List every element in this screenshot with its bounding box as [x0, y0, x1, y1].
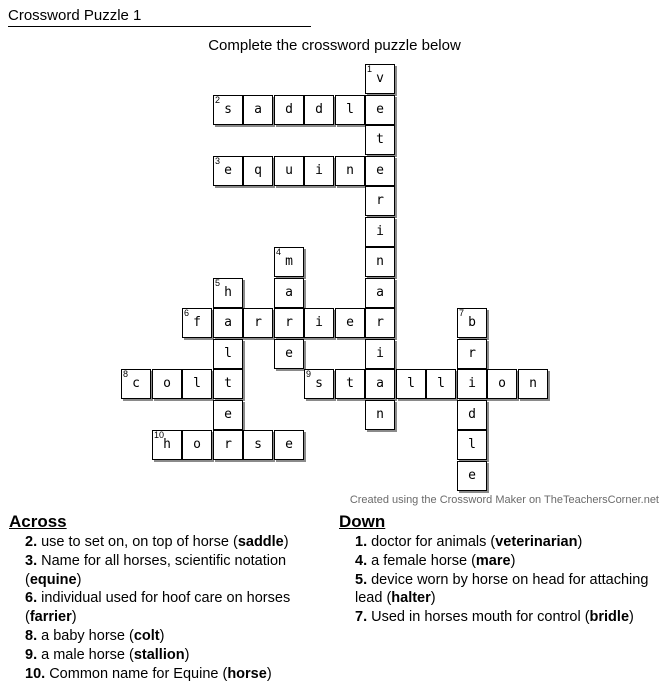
cell-letter: n — [529, 376, 537, 391]
grid-cell[interactable] — [457, 400, 487, 430]
clue-number: 4. — [355, 552, 368, 569]
across-clue: 3. Name for all horses, scientific notation (equine) — [25, 552, 287, 588]
grid-cell[interactable] — [274, 156, 304, 186]
grid-cell[interactable] — [457, 308, 487, 338]
cell-letter: u — [285, 163, 293, 178]
cell-letter: i — [376, 224, 384, 239]
cell-letter: l — [407, 376, 415, 391]
cell-letter: r — [285, 315, 293, 330]
cell-letter: e — [285, 346, 293, 361]
grid-cell[interactable] — [213, 308, 243, 338]
cell-letter: n — [376, 407, 384, 422]
grid-cell[interactable] — [365, 247, 395, 277]
clue-number: 7. — [355, 609, 368, 626]
grid-cell[interactable] — [213, 400, 243, 430]
grid-cell[interactable] — [335, 95, 365, 125]
cell-letter: o — [193, 437, 201, 452]
cell-letter: l — [193, 376, 201, 391]
across-clue-list — [9, 533, 324, 683]
clue-number: 6. — [25, 590, 38, 607]
clue-number: 5. — [355, 571, 368, 588]
cell-letter: b — [468, 315, 476, 330]
cell-letter: v — [376, 71, 384, 86]
grid-cell[interactable] — [243, 430, 273, 460]
down-clue-list — [339, 533, 665, 627]
grid-cell[interactable] — [213, 369, 243, 399]
cell-letter: n — [376, 254, 384, 269]
grid-cell[interactable] — [213, 430, 243, 460]
credit-line: Created using the Crossword Maker on TheTeachersCorner.net — [349, 494, 659, 506]
grid-cell[interactable] — [182, 430, 212, 460]
cell-letter: n — [346, 163, 354, 178]
cell-letter: s — [254, 437, 262, 452]
cell-letter: d — [315, 102, 323, 117]
cell-number: 10 — [154, 430, 165, 440]
clue-text: Common name for Equine ( — [45, 665, 228, 682]
clue-answer: horse — [227, 665, 267, 682]
clue-text: device worn by horse on head for attaching lead ( — [355, 571, 649, 607]
grid-cell[interactable] — [213, 95, 243, 125]
grid-cell[interactable] — [365, 308, 395, 338]
cell-letter: i — [468, 376, 476, 391]
grid-cell[interactable] — [487, 369, 517, 399]
cell-letter: l — [224, 346, 232, 361]
cell-letter: t — [346, 376, 354, 391]
cell-letter: o — [498, 376, 506, 391]
across-clues — [9, 512, 324, 683]
cell-letter: f — [193, 315, 201, 330]
cell-number: 6 — [184, 308, 190, 318]
clue-text: individual used for hoof care on horses ( — [25, 590, 291, 626]
cell-number: 5 — [215, 278, 221, 288]
cell-letter: q — [254, 163, 262, 178]
grid-cell[interactable] — [182, 369, 212, 399]
cell-number: 1 — [367, 64, 373, 74]
grid-cell[interactable] — [304, 95, 334, 125]
grid-cell[interactable] — [365, 339, 395, 369]
clue-text: Name for all horses, scientific notation ( — [25, 552, 287, 588]
cell-letter: r — [468, 346, 476, 361]
clue-number: 1. — [355, 534, 368, 550]
across-clue: 9. a male horse (stallion) — [25, 646, 190, 663]
cell-letter: c — [132, 376, 140, 391]
grid-cell[interactable] — [121, 369, 151, 399]
down-clue: 7. Used in horses mouth for control (bridle) — [355, 609, 634, 626]
grid-cell[interactable] — [274, 308, 304, 338]
down-clues — [339, 512, 665, 627]
cell-letter: e — [376, 102, 384, 117]
clue-number: 3. — [25, 552, 38, 569]
across-clue: 10. Common name for Equine (horse) — [25, 665, 272, 682]
grid-cell[interactable] — [365, 156, 395, 186]
cell-letter: d — [285, 102, 293, 117]
puzzle-subtitle: Complete the crossword puzzle below — [208, 37, 461, 54]
clue-answer: saddle — [237, 534, 284, 550]
grid-cell[interactable] — [213, 339, 243, 369]
across-clue: 8. a baby horse (colt) — [25, 627, 165, 644]
grid-cell[interactable] — [457, 369, 487, 399]
cell-letter: a — [224, 315, 232, 330]
grid-cell[interactable] — [152, 369, 182, 399]
cell-number: 2 — [215, 95, 221, 105]
cell-letter: h — [224, 285, 232, 300]
grid-cell[interactable] — [365, 125, 395, 155]
clue-text: use to set on, on top of horse ( — [37, 534, 238, 550]
clue-answer: stallion — [133, 646, 185, 663]
grid-cell[interactable] — [365, 400, 395, 430]
clue-answer: equine — [29, 571, 77, 588]
clue-text: a female horse ( — [367, 552, 476, 569]
clue-number: 8. — [25, 627, 38, 644]
cell-letter: i — [315, 315, 323, 330]
cell-letter: e — [346, 315, 354, 330]
down-clue: 4. a female horse (mare) — [355, 552, 516, 569]
grid-cell[interactable] — [457, 461, 487, 491]
clue-number: 9. — [25, 646, 38, 663]
grid-cell[interactable] — [365, 95, 395, 125]
clue-answer: colt — [133, 627, 160, 644]
cell-letter: h — [163, 437, 171, 452]
grid-cell[interactable] — [243, 308, 273, 338]
cell-letter: r — [254, 315, 262, 330]
grid-cell[interactable] — [457, 430, 487, 460]
clue-number: 10. — [25, 665, 46, 682]
cell-number: 4 — [276, 247, 282, 257]
cell-letter: t — [376, 132, 384, 147]
cell-letter: e — [224, 407, 232, 422]
clue-text: a male horse ( — [37, 646, 134, 663]
grid-cell[interactable] — [152, 430, 182, 460]
cell-number: 7 — [459, 308, 465, 318]
down-clue: 5. device worn by horse on head for attaching lead (halter) — [355, 571, 649, 607]
grid-cell[interactable] — [365, 217, 395, 247]
grid-cell[interactable] — [274, 247, 304, 277]
clue-answer: bridle — [589, 609, 630, 626]
grid-cell[interactable] — [304, 156, 334, 186]
grid-cell[interactable] — [274, 430, 304, 460]
cell-letter: i — [315, 163, 323, 178]
grid-cell[interactable] — [274, 278, 304, 308]
grid-cell[interactable] — [426, 369, 456, 399]
cell-letter: a — [376, 285, 384, 300]
cell-letter: l — [346, 102, 354, 117]
cell-letter: e — [224, 163, 232, 178]
grid-cell[interactable] — [365, 278, 395, 308]
cell-letter: r — [376, 315, 384, 330]
cell-letter: a — [254, 102, 262, 117]
grid-cell[interactable] — [335, 308, 365, 338]
clue-text: a baby horse ( — [37, 627, 134, 644]
clue-text: doctor for animals ( — [367, 534, 496, 550]
cell-letter: i — [376, 346, 384, 361]
cell-number: 3 — [215, 156, 221, 166]
cell-letter: s — [224, 102, 232, 117]
down-clue: 1. doctor for animals (veterinarian) — [355, 534, 583, 550]
down-heading: Down — [339, 512, 386, 531]
clue-text: Used in horses mouth for control ( — [367, 609, 590, 626]
cell-number: 9 — [306, 369, 312, 379]
grid-cell[interactable] — [274, 95, 304, 125]
puzzle-title: Crossword Puzzle 1 — [8, 7, 311, 27]
cell-letter: m — [285, 254, 293, 269]
across-heading: Across — [9, 512, 67, 531]
clue-answer: veterinarian — [495, 534, 578, 550]
grid-cell[interactable] — [365, 369, 395, 399]
cell-letter: e — [468, 468, 476, 483]
cell-letter: r — [376, 193, 384, 208]
grid-cell[interactable] — [213, 278, 243, 308]
grid-cell[interactable] — [304, 369, 334, 399]
grid-cell[interactable] — [365, 186, 395, 216]
clue-answer: farrier — [29, 609, 72, 626]
cell-letter: e — [376, 163, 384, 178]
grid-cell[interactable] — [396, 369, 426, 399]
across-clue: 2. use to set on, on top of horse (saddle) — [25, 534, 289, 550]
cell-letter: t — [224, 376, 232, 391]
cell-letter: d — [468, 407, 476, 422]
cell-letter: a — [376, 376, 384, 391]
grid-cell[interactable] — [274, 339, 304, 369]
cell-letter: l — [468, 437, 476, 452]
clue-answer: mare — [475, 552, 511, 569]
grid-cell[interactable] — [182, 308, 212, 338]
grid-cell[interactable] — [457, 339, 487, 369]
across-clue: 6. individual used for hoof care on horses (farrier) — [25, 590, 291, 626]
clue-answer: halter — [391, 590, 431, 607]
clue-number: 2. — [25, 534, 38, 550]
cell-letter: e — [285, 437, 293, 452]
cell-number: 8 — [123, 369, 129, 379]
grid-cell[interactable] — [304, 308, 334, 338]
cell-letter: o — [163, 376, 171, 391]
cell-letter: a — [285, 285, 293, 300]
grid-cell[interactable] — [518, 369, 548, 399]
grid-cell[interactable] — [335, 369, 365, 399]
grid-cell[interactable] — [243, 95, 273, 125]
cell-letter: s — [315, 376, 323, 391]
grid-cell[interactable] — [213, 156, 243, 186]
grid-cell[interactable] — [365, 64, 395, 94]
cell-letter: l — [437, 376, 445, 391]
grid-cell[interactable] — [335, 156, 365, 186]
cell-letter: r — [224, 437, 232, 452]
grid-cell[interactable] — [243, 156, 273, 186]
